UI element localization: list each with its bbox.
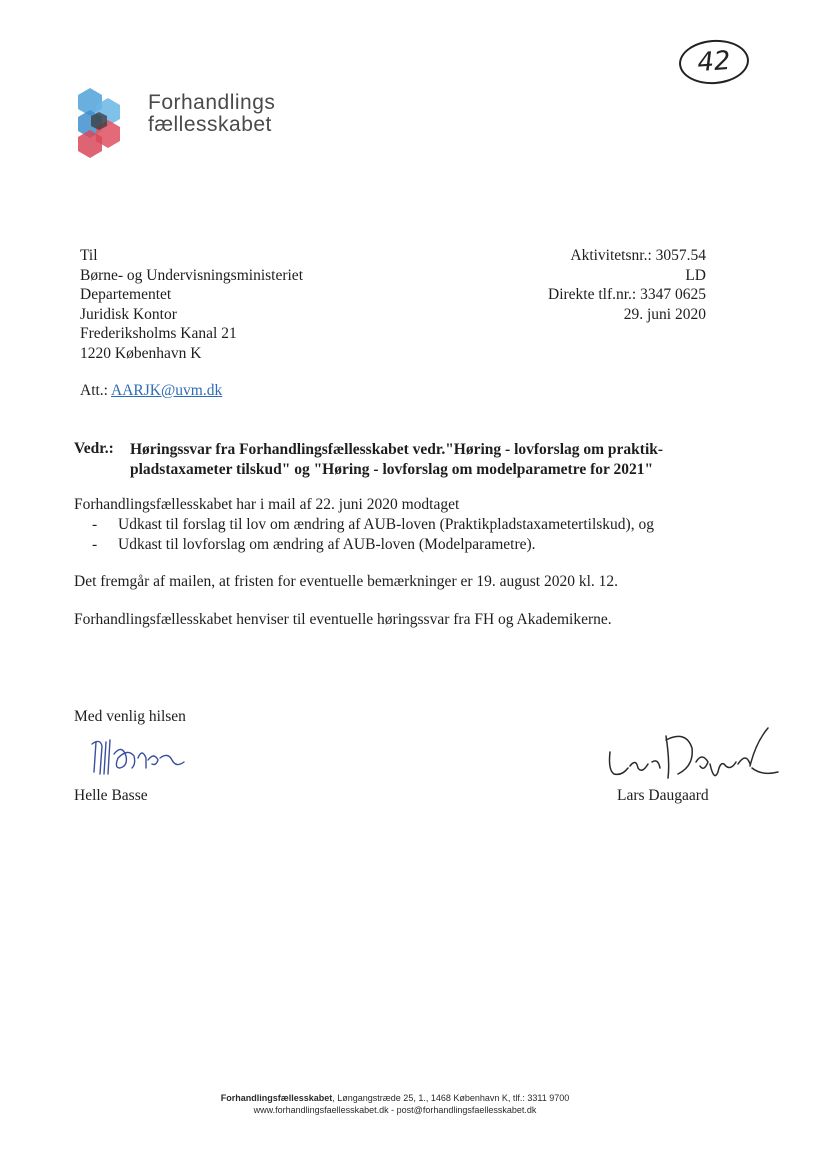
initials: LD [685, 266, 706, 284]
footer [0, 1092, 790, 1116]
direct-phone: Direkte tlf.nr.: 3347 0625 [548, 286, 706, 303]
address-line: Til [80, 247, 98, 264]
logo-line1: Forhandlings [148, 91, 276, 114]
att-email-link[interactable]: AARJK@uvm.dk [111, 382, 223, 399]
signer-2-name: Lars Daugaard [617, 787, 709, 804]
list-item: - Udkast til lovforslag om ændring af AUB-loven (Modelparametre). [92, 535, 536, 553]
subject-text: Høringssvar fra Forhandlingsfællesskabet vedr."Høring - lovforslag om praktik-pladstaxameter tilskud" og "Høring - lovforslag om modelparametre for 2021" [130, 441, 664, 478]
address-line: Frederiksholms Kanal 21 [80, 325, 237, 342]
attention-line [80, 382, 222, 400]
page-number: 42 [678, 38, 751, 87]
list-item: - Udkast til forslag til lov om ændring af AUB-loven (Praktikpladstaxametertilskud), og [92, 516, 654, 533]
activity-number: Aktivitetsnr.: 3057.54 [570, 247, 706, 264]
recipient-address [80, 246, 303, 363]
footer-line-2: www.forhandlingsfaellesskabet.dk - post@forhandlingsfaellesskabet.dk [253, 1105, 537, 1115]
bullet-list [92, 515, 654, 554]
intro-paragraph: Forhandlingsfællesskabet har i mail af 22. juni 2020 modtaget [74, 496, 460, 513]
address-line: 1220 København K [80, 344, 202, 362]
closing-greeting: Med venlig hilsen [74, 708, 186, 725]
signature-lars-daugaard [600, 722, 780, 786]
letter-date: 29. juni 2020 [623, 305, 706, 323]
footer-line-1 [0, 1092, 790, 1104]
letter-meta [548, 246, 706, 324]
address-line: Børne- og Undervisningsministeriet [80, 266, 303, 284]
signer-1-name: Helle Basse [74, 787, 148, 804]
footer-address: , Løngangstræde 25, 1., 1468 København K, tlf.: 3311 9700 [332, 1093, 570, 1103]
att-label: Att.: [80, 382, 108, 399]
logo-text [148, 92, 275, 136]
footer-org: Forhandlingsfællesskabet [220, 1093, 333, 1103]
deadline-paragraph: Det fremgår af mailen, at fristen for eventuelle bemærkninger er 19. august 2020 kl. 12. [74, 573, 619, 590]
logo-hexagon-icon [74, 86, 124, 158]
bullet-text: Udkast til forslag til lov om ændring af AUB-loven (Praktikpladstaxametertilskud), og [118, 516, 654, 533]
logo-line2: fællesskabet [148, 113, 272, 136]
bullet-text: Udkast til lovforslag om ændring af AUB-loven (Modelparametre). [118, 535, 536, 553]
logo [74, 86, 304, 160]
signature-helle-basse [88, 734, 198, 780]
address-line: Juridisk Kontor [80, 305, 177, 323]
subject-label: Vedr.: [74, 440, 114, 457]
reference-paragraph: Forhandlingsfællesskabet henviser til eventuelle høringssvar fra FH og Akademikerne. [74, 611, 612, 628]
address-line: Departementet [80, 286, 172, 303]
